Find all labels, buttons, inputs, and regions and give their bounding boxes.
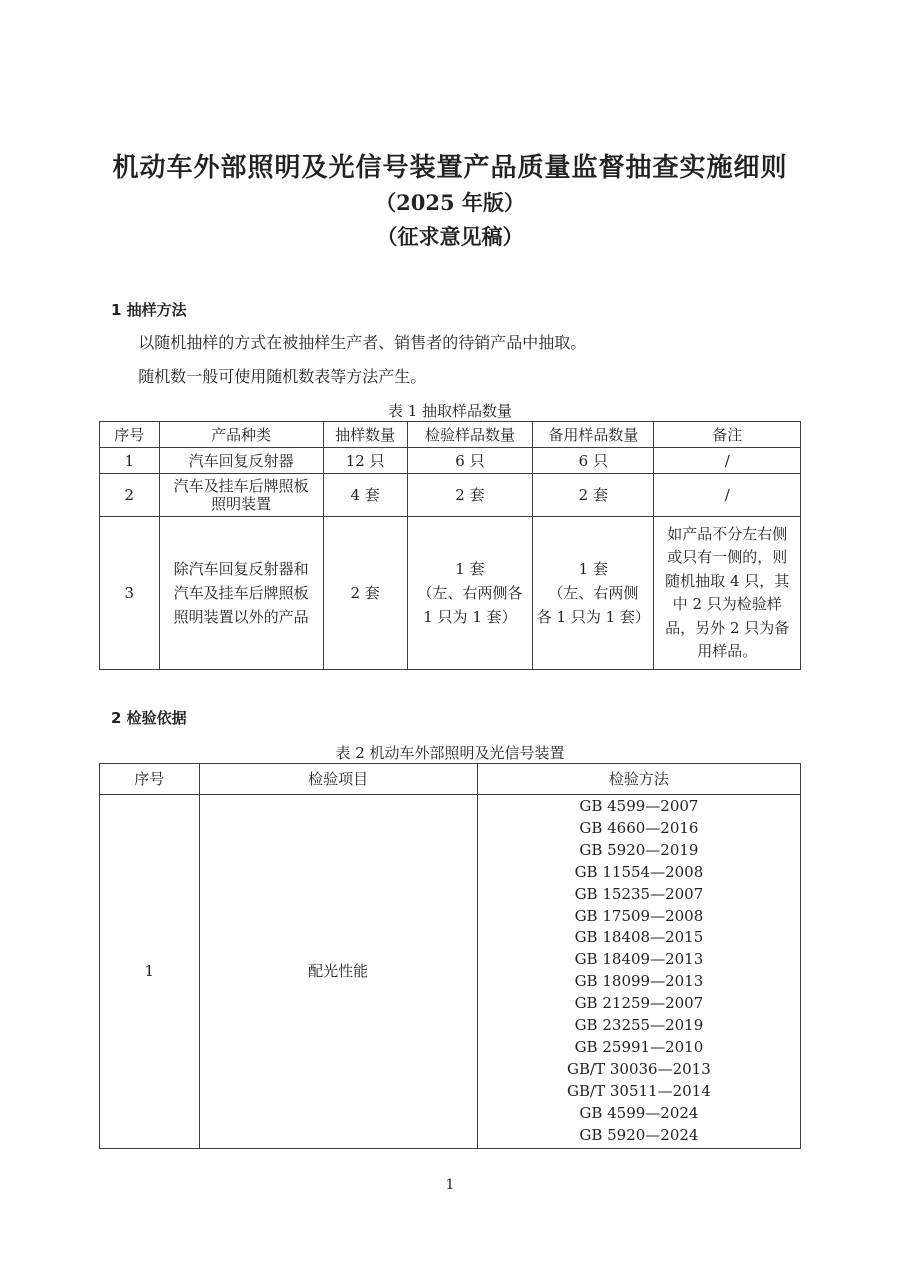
table-2-caption: 表 2 机动车外部照明及光信号装置 — [335, 744, 565, 762]
table-cell-test-qty: 2 套 — [407, 474, 532, 517]
table-1-header-sample-qty: 抽样数量 — [323, 422, 407, 448]
table-cell-product: 汽车及挂车后牌照板 照明装置 — [159, 474, 323, 517]
table-cell-item: 配光性能 — [199, 795, 477, 1149]
table-cell-backup-qty: 6 只 — [533, 448, 654, 474]
section-1-heading: 1 抽样方法 — [111, 301, 187, 319]
table-1-header-seq: 序号 — [100, 422, 160, 448]
table-1-header-test-qty: 检验样品数量 — [407, 422, 532, 448]
table-1-header-row — [100, 422, 801, 448]
table-cell-sample-qty: 4 套 — [323, 474, 407, 517]
table-cell-sample-qty: 2 套 — [323, 517, 407, 670]
table-1-caption: 表 1 抽取样品数量 — [387, 402, 513, 420]
table-cell-sample-qty: 12 只 — [323, 448, 407, 474]
table-cell-remark: / — [654, 474, 801, 517]
table-cell-remark: 如产品不分左右侧 或只有一侧的，则 随机抽取 4 只，其 中 2 只为检验样 品，另外 2 只为备 用样品。 — [654, 517, 801, 670]
table-2-header-seq: 序号 — [100, 764, 200, 795]
section-2-heading: 2 检验依据 — [111, 709, 187, 727]
table-2-header-method: 检验方法 — [477, 764, 800, 795]
table-1-header-remark: 备注 — [654, 422, 801, 448]
inspection-basis-table — [99, 763, 801, 1149]
table-cell-product: 汽车回复反射器 — [159, 448, 323, 474]
doc-subtitle-year: （2025 年版） — [375, 190, 525, 215]
table-row — [100, 448, 801, 474]
table-cell-product: 除汽车回复反射器和 汽车及挂车后牌照板 照明装置以外的产品 — [159, 517, 323, 670]
table-2-header-row — [100, 764, 801, 795]
table-row — [100, 795, 801, 1149]
table-1-header-product: 产品种类 — [159, 422, 323, 448]
table-cell-seq: 2 — [100, 474, 160, 517]
table-cell-remark: / — [654, 448, 801, 474]
table-cell-test-qty: 6 只 — [407, 448, 532, 474]
sample-quantity-table — [99, 421, 801, 670]
table-1-header-backup-qty: 备用样品数量 — [533, 422, 654, 448]
table-cell-backup-qty: 1 套 （左、右两侧 各 1 只为 1 套） — [533, 517, 654, 670]
page-content — [99, 0, 801, 1195]
table-cell-seq: 1 — [100, 795, 200, 1149]
table-row — [100, 474, 801, 517]
page-number: 1 — [445, 1176, 455, 1193]
table-2-header-item: 检验项目 — [199, 764, 477, 795]
table-cell-test-qty: 1 套 （左、右两侧各 1 只为 1 套） — [407, 517, 532, 670]
table-cell-methods: GB 4599—2007 GB 4660—2016 GB 5920—2019 GB 11554—2008 GB 15235—2007 GB 17509—2008 GB 18408—2015 GB 18409—2013 GB 18099—2013 GB 21259—2007 GB 23255—2019 GB 25991—2010 GB/T 30036—2013 GB/T 30511—2014 GB 4599—2024 GB 5920—2024 — [477, 795, 800, 1149]
table-cell-seq: 1 — [100, 448, 160, 474]
sampling-paragraph-2: 随机数一般可使用随机数表等方法产生。 — [138, 367, 427, 386]
doc-title: 机动车外部照明及光信号装置产品质量监督抽查实施细则 — [112, 153, 788, 183]
table-row — [100, 517, 801, 670]
table-cell-backup-qty: 2 套 — [533, 474, 654, 517]
sampling-paragraph-1: 以随机抽样的方式在被抽样生产者、销售者的待销产品中抽取。 — [138, 333, 587, 352]
table-cell-seq: 3 — [100, 517, 160, 670]
doc-subtitle-draft: （征求意见稿） — [376, 224, 524, 249]
